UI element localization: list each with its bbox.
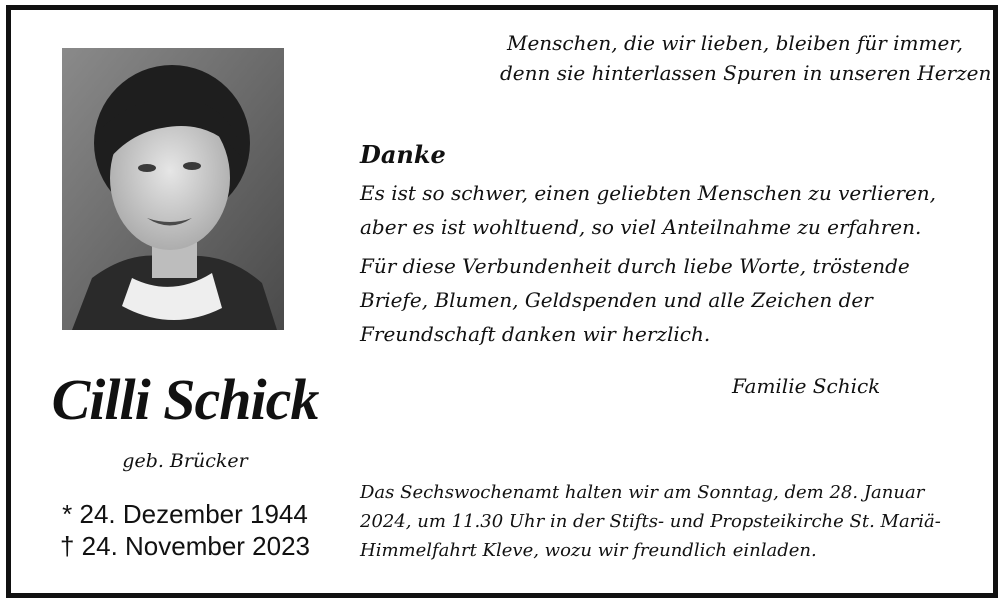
thanks-line: Es ist so schwer, einen geliebten Menschen zu verlieren, [360,181,937,205]
life-dates [30,498,340,562]
thanks-paragraph-2 [360,249,960,351]
motto-line-1: Menschen, die wir lieben, bleiben für immer, [506,31,964,55]
thanks-paragraph-1 [360,176,960,244]
service-line: Das Sechswochenamt halten wir am Sonntag, dem 28. Januar [360,482,925,503]
maiden-name: geb. Brücker [122,450,248,472]
service-line: Himmelfahrt Kleve, wozu wir freundlich einladen. [360,540,817,561]
service-line: 2024, um 11.30 Uhr in der Stifts- und Propsteikirche St. Mariä- [360,511,941,532]
deceased-name: Cilli Schick [51,367,319,432]
portrait-image [62,48,284,330]
motto-quote [500,28,998,88]
thanks-line: Für diese Verbundenheit durch liebe Worte, tröstende [360,254,910,278]
portrait-photo [62,48,284,330]
memorial-service-notice [360,478,970,565]
thanks-line: Briefe, Blumen, Geldspenden und alle Zeichen der [360,288,873,312]
thanks-line: Freundschaft danken wir herzlich. [360,322,711,346]
thanks-line: aber es ist wohltuend, so viel Anteilnahme zu erfahren. [360,215,922,239]
family-signature: Familie Schick [732,374,881,398]
death-date: † 24. November 2023 [59,531,311,561]
motto-line-2: denn sie hinterlassen Spuren in unseren Herzen. [500,61,998,85]
thanks-heading: Danke [360,140,446,169]
birth-date: * 24. Dezember 1944 [62,499,308,529]
